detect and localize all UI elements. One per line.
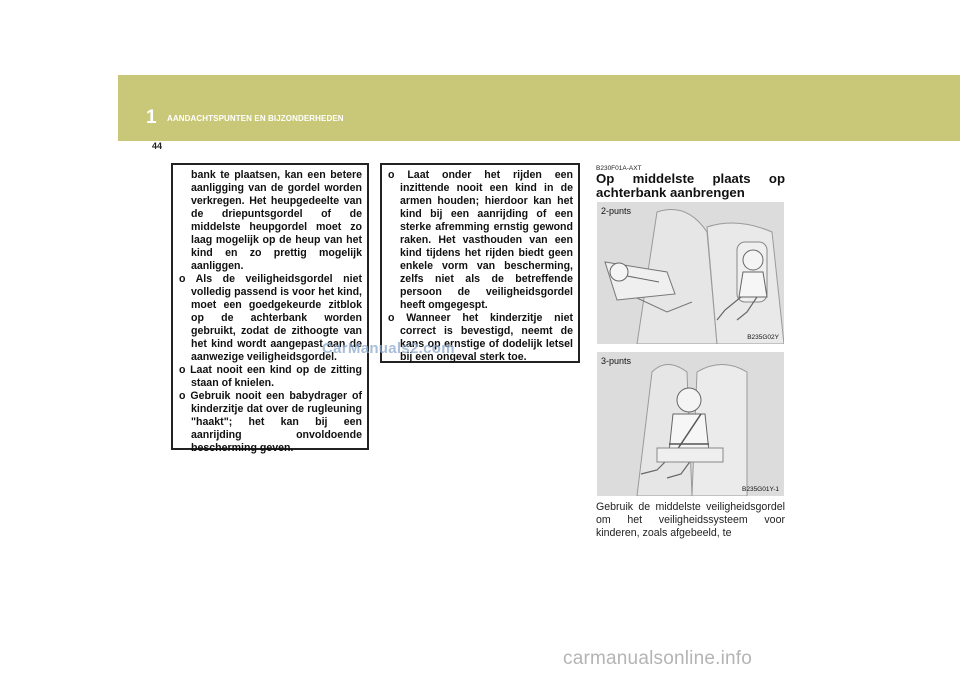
warning-paragraph: bank te plaatsen, kan een betere aanligging van de gordel worden verkregen. Het heupgedeelte van de driepuntsgordel of de middelste heupgordel moet zo laag mogelijk op de heup van het kind en zo prettig mogelijk aanliggen. bbox=[191, 169, 362, 272]
child-seat-2-point-illustration bbox=[597, 202, 784, 344]
child-seat-3-point-illustration bbox=[597, 352, 784, 496]
chapter-title: AANDACHTSPUNTEN EN BIJZONDERHEDEN bbox=[167, 114, 344, 123]
section-code: B230F01A-AXT bbox=[596, 165, 642, 172]
page-number: 44 bbox=[152, 141, 163, 151]
warning-bullet: o Wanneer het kinderzitje niet correct is bevestigd, neemt de kans op ernstige of dodelijk letsel bij een ongeval sterk toe. bbox=[388, 312, 573, 363]
warning-bullet: o Laat onder het rijden een inzittende nooit een kind in de armen houden; hierdoor kan het kind bij een aanrijding of een sterke afremming ernstig gewond raken. Het vasthouden van een kind tijdens het rijden biedt geen enkele vorm van bescherming, zelfs niet als de betreffende persoon de veiligheidsgordel heeft omgegespt. bbox=[388, 169, 573, 311]
warning-bullet: o Gebruik nooit een babydrager of kinderzitje dat over de rugleuning "haakt"; het kan bij een aanrijding onvoldoende bescherming geven. bbox=[179, 390, 362, 454]
figure-code: B235G01Y-1 bbox=[742, 486, 779, 493]
figure-code: B235G02Y bbox=[747, 334, 779, 341]
warning-bullet: o Als de veiligheidsgordel niet volledig passend is voor het kind, moet een goedgekeurde zitblok op de achterbank worden gebruikt, zodat de zithoogte van het kind wordt aangepast aan de aanwezige veiligheidsgordel. bbox=[179, 273, 362, 363]
body-paragraph: Gebruik de middelste veiligheidsgordel om het veiligheidssysteem voor kinderen, zoals afgebeeld, te bbox=[596, 501, 785, 540]
warning-box-right bbox=[380, 163, 580, 363]
figure-label: 3-punts bbox=[601, 356, 632, 366]
warning-box-left bbox=[171, 163, 369, 454]
footer-watermark[interactable]: carmanualsonline.info bbox=[563, 648, 753, 669]
chapter-number: 1 bbox=[146, 107, 157, 128]
figure-3-point-belt bbox=[597, 352, 784, 496]
section-title: Op middelste plaats op achterbank aanbrengen bbox=[596, 171, 785, 200]
site-watermark[interactable]: CarManuals2.com bbox=[322, 340, 455, 357]
chapter-header-band bbox=[118, 75, 960, 141]
figure-label: 2-punts bbox=[601, 206, 632, 216]
warning-bullet: o Laat nooit een kind op de zitting staan of knielen. bbox=[179, 364, 362, 389]
figure-2-point-belt bbox=[597, 202, 784, 344]
